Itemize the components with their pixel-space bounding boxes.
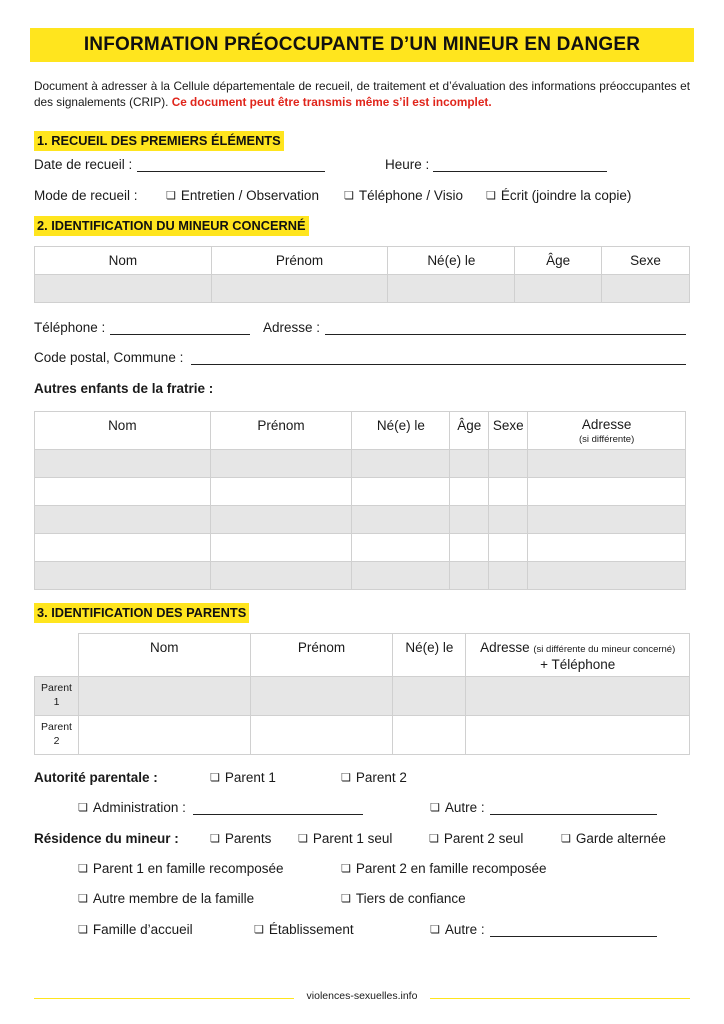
option-label: Parent 2 en famille recomposée: [355, 861, 547, 876]
col-adresse: [528, 412, 686, 450]
table-row: [35, 562, 686, 590]
checkbox-icon: ❏: [78, 863, 88, 875]
parents-table: [34, 633, 690, 755]
cell[interactable]: [489, 478, 528, 506]
administration-field[interactable]: [193, 814, 363, 815]
row-num: 1: [53, 696, 60, 708]
cp-field[interactable]: [191, 364, 686, 365]
telephone-label: Téléphone :: [34, 320, 106, 335]
option-label: Parent 1 en famille recomposée: [92, 861, 284, 876]
col-prenom: Prénom: [210, 412, 352, 450]
cell[interactable]: [210, 506, 352, 534]
option-label: Téléphone / Visio: [358, 188, 463, 203]
residence-autre[interactable]: [430, 922, 485, 937]
cell[interactable]: [352, 450, 450, 478]
row-num: 2: [53, 735, 60, 747]
col-nom: Nom: [78, 634, 250, 677]
intro-paragraph: [34, 78, 690, 110]
checkbox-icon: ❏: [254, 924, 264, 936]
telephone-field[interactable]: [110, 334, 250, 335]
table-row: [35, 534, 686, 562]
residence-parent-2-seul[interactable]: [429, 831, 523, 846]
checkbox-icon: ❏: [561, 833, 571, 845]
intro-text: Document à adresser à la Cellule départementale de recueil, de traitement et d’évaluation des informations préoccupantes et des signalements (CRIP).: [34, 79, 690, 109]
option-label: Parent 2 seul: [443, 831, 524, 846]
table-row: [35, 478, 686, 506]
title-text: INFORMATION PRÉOCCUPANTE D’UN: [83, 34, 443, 55]
checkbox-icon: ❏: [341, 772, 351, 784]
col-sexe: Sexe: [489, 412, 528, 450]
autorite-parent-1[interactable]: [210, 770, 276, 785]
col-adresse-phone: + Téléphone: [540, 657, 616, 672]
cell[interactable]: [450, 450, 489, 478]
checkbox-icon: ❏: [78, 924, 88, 936]
cell[interactable]: [352, 534, 450, 562]
checkbox-icon: ❏: [210, 833, 220, 845]
option-label: Parent 1 seul: [312, 831, 393, 846]
heure-label: Heure :: [385, 157, 430, 172]
footer-rule-right: [430, 998, 690, 999]
page-title: [30, 28, 694, 62]
parent-row-1: [35, 677, 690, 716]
cell[interactable]: [489, 506, 528, 534]
cell[interactable]: [528, 506, 686, 534]
col-naissance: Né(e) le: [388, 247, 515, 275]
row-label: Parent: [41, 721, 72, 733]
cell[interactable]: [35, 506, 211, 534]
mode-label: Mode de recueil :: [34, 188, 138, 203]
title-emphasis: MINEUR EN DANGER: [442, 34, 641, 55]
cell[interactable]: [250, 677, 393, 716]
mode-option-entretien[interactable]: [166, 188, 319, 203]
cell[interactable]: [466, 677, 690, 716]
checkbox-icon: ❏: [430, 802, 440, 814]
mode-option-telephone[interactable]: [344, 188, 463, 203]
checkbox-icon: ❏: [210, 772, 220, 784]
table-row: [35, 275, 690, 303]
checkbox-icon: ❏: [430, 924, 440, 936]
option-label: Parent 1: [224, 770, 276, 785]
cell[interactable]: [35, 275, 212, 303]
row-label: Parent: [41, 682, 72, 694]
col-adresse: [466, 634, 690, 677]
fratrie-table: [34, 411, 686, 590]
heure-field[interactable]: [433, 171, 607, 172]
col-naissance: Né(e) le: [393, 634, 466, 677]
option-label: Autre :: [444, 922, 485, 937]
col-age: Âge: [450, 412, 489, 450]
cell[interactable]: [210, 478, 352, 506]
footer-site: violences-sexuelles.info: [306, 990, 418, 1002]
cell[interactable]: [489, 534, 528, 562]
checkbox-icon: ❏: [486, 190, 496, 202]
checkbox-icon: ❏: [344, 190, 354, 202]
date-field[interactable]: [137, 171, 325, 172]
checkbox-icon: ❏: [166, 190, 176, 202]
residence-etablissement[interactable]: [254, 922, 354, 937]
residence-parent-1-seul[interactable]: [298, 831, 392, 846]
section-1-heading: 1. RECUEIL DES PREMIERS ÉLÉMENTS: [34, 131, 284, 151]
col-age: Âge: [515, 247, 602, 275]
cell[interactable]: [528, 534, 686, 562]
cell[interactable]: [211, 275, 388, 303]
option-label: Entretien / Observation: [180, 188, 319, 203]
cell[interactable]: [450, 562, 489, 590]
option-label: Famille d’accueil: [92, 922, 193, 937]
residence-parent-1-recomposee[interactable]: [78, 861, 283, 876]
checkbox-icon: ❏: [341, 893, 351, 905]
col-prenom: Prénom: [250, 634, 393, 677]
col-adresse-note: (si différente): [578, 434, 635, 445]
col-adresse-note: (si différente du mineur concerné): [533, 644, 676, 655]
mode-option-ecrit[interactable]: [486, 188, 631, 203]
cell[interactable]: [78, 716, 250, 755]
autorite-autre[interactable]: [430, 800, 485, 815]
cell[interactable]: [393, 677, 466, 716]
col-nom: Nom: [35, 247, 212, 275]
checkbox-icon: ❏: [429, 833, 439, 845]
cell[interactable]: [515, 275, 602, 303]
cell[interactable]: [35, 562, 211, 590]
option-label: Parent 2: [355, 770, 407, 785]
cell[interactable]: [388, 275, 515, 303]
residence-garde-alternee[interactable]: [561, 831, 666, 846]
autorite-autre-field[interactable]: [490, 814, 657, 815]
fratrie-label: Autres enfants de la fratrie :: [34, 381, 214, 396]
checkbox-icon: ❏: [78, 802, 88, 814]
col-naissance: Né(e) le: [352, 412, 450, 450]
table-row: [35, 450, 686, 478]
cell[interactable]: [528, 478, 686, 506]
parent-1-label: [35, 677, 79, 716]
option-label: Tiers de confiance: [355, 891, 466, 906]
cell[interactable]: [352, 478, 450, 506]
autorite-administration[interactable]: [78, 800, 186, 815]
option-label: Administration :: [92, 800, 186, 815]
cell[interactable]: [352, 506, 450, 534]
cell[interactable]: [210, 534, 352, 562]
intro-warning: Ce document peut être transmis même s’il est incomplet.: [171, 95, 492, 109]
residence-label: Résidence du mineur :: [34, 831, 179, 846]
section-3-heading: 3. IDENTIFICATION DES PARENTS: [34, 603, 249, 623]
col-adresse-label: Adresse: [480, 640, 530, 655]
corner-cell: [35, 634, 79, 677]
option-label: Autre membre de la famille: [92, 891, 255, 906]
parent-2-label: [35, 716, 79, 755]
cell[interactable]: [250, 716, 393, 755]
cell[interactable]: [528, 450, 686, 478]
cell[interactable]: [528, 562, 686, 590]
checkbox-icon: ❏: [341, 863, 351, 875]
cell[interactable]: [210, 450, 352, 478]
adresse-label: Adresse :: [263, 320, 321, 335]
cell[interactable]: [466, 716, 690, 755]
residence-parent-2-recomposee[interactable]: [341, 861, 546, 876]
adresse-field[interactable]: [325, 334, 686, 335]
cell[interactable]: [393, 716, 466, 755]
cell[interactable]: [210, 562, 352, 590]
option-label: Parents: [224, 831, 272, 846]
cell[interactable]: [35, 450, 211, 478]
mineur-table: [34, 246, 690, 303]
option-label: Établissement: [268, 922, 354, 937]
cell[interactable]: [602, 275, 690, 303]
table-row: [35, 506, 686, 534]
autorite-label: Autorité parentale :: [34, 770, 158, 785]
residence-famille-accueil[interactable]: [78, 922, 193, 937]
option-label: Autre :: [444, 800, 485, 815]
residence-tiers-confiance[interactable]: [341, 891, 466, 906]
col-sexe: Sexe: [602, 247, 690, 275]
parent-row-2: [35, 716, 690, 755]
residence-autre-field[interactable]: [490, 936, 657, 937]
cell[interactable]: [489, 450, 528, 478]
cell[interactable]: [489, 562, 528, 590]
section-2-heading: 2. IDENTIFICATION DU MINEUR CONCERNÉ: [34, 216, 309, 236]
date-label: Date de recueil :: [34, 157, 133, 172]
cell[interactable]: [450, 534, 489, 562]
col-adresse-label: Adresse: [581, 417, 632, 432]
cell[interactable]: [35, 478, 211, 506]
cell[interactable]: [450, 506, 489, 534]
col-nom: Nom: [35, 412, 211, 450]
col-prenom: Prénom: [211, 247, 388, 275]
residence-parents[interactable]: [210, 831, 271, 846]
cell[interactable]: [35, 534, 211, 562]
checkbox-icon: ❏: [78, 893, 88, 905]
cell[interactable]: [450, 478, 489, 506]
checkbox-icon: ❏: [298, 833, 308, 845]
cell[interactable]: [78, 677, 250, 716]
footer-rule-left: [34, 998, 294, 999]
residence-autre-membre[interactable]: [78, 891, 254, 906]
option-label: Écrit (joindre la copie): [500, 188, 632, 203]
cell[interactable]: [352, 562, 450, 590]
cp-label: Code postal, Commune :: [34, 350, 184, 365]
option-label: Garde alternée: [575, 831, 666, 846]
autorite-parent-2[interactable]: [341, 770, 407, 785]
